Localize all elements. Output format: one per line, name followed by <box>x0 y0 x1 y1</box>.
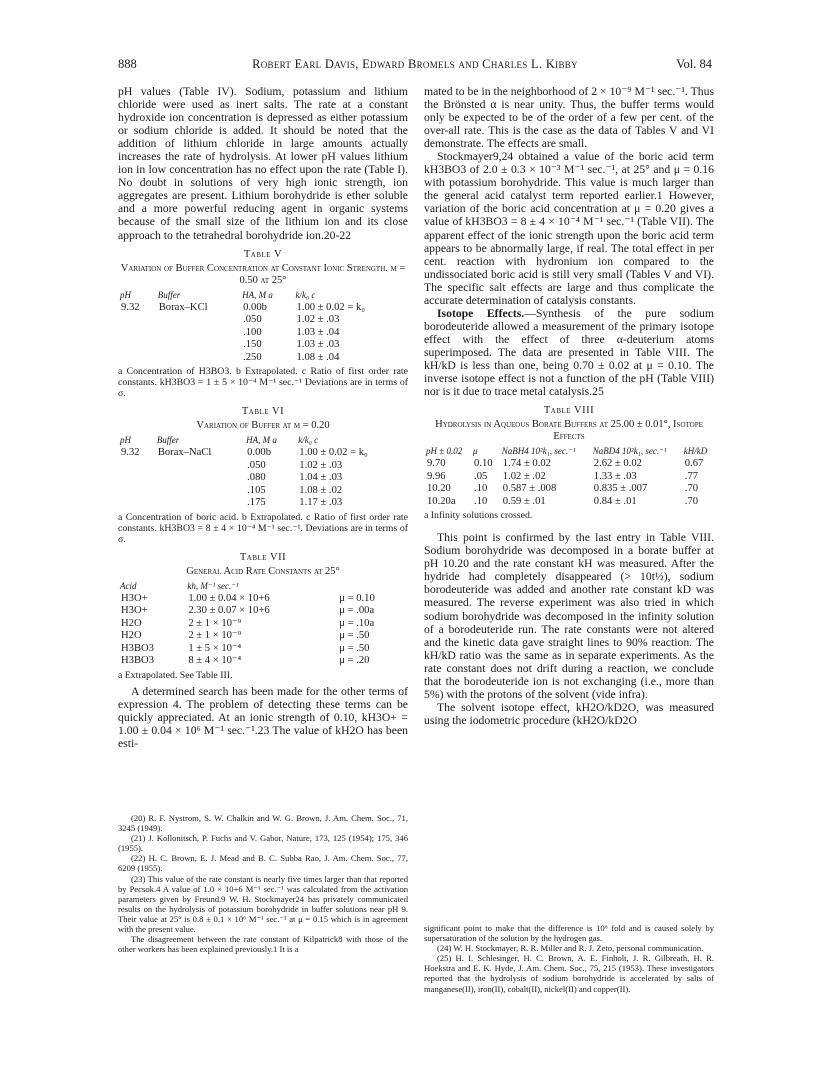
table-cell: 1.17 ± .03 <box>299 497 343 509</box>
table-cell: μ = .50 <box>339 642 370 654</box>
table-cell: 9.70 <box>427 458 446 470</box>
table-cell <box>155 497 244 510</box>
table-cell: μ = .00a <box>339 605 375 617</box>
table-cell: 10.20a <box>427 495 456 507</box>
footnote: (22) H. C. Brown, E. J. Mead and B. C. Subba Rao, J. Am. Chem. Soc., 77, 6209 (1955). <box>118 853 408 874</box>
table-cell: 2.30 ± 0.07 × 10+6 <box>188 605 270 617</box>
table-cell <box>155 472 244 485</box>
table-cell <box>118 497 155 510</box>
page-number: 888 <box>118 57 137 71</box>
table-header-row <box>118 434 408 447</box>
table-8 <box>424 445 714 508</box>
table-row <box>424 471 714 484</box>
table-cell: μ = .10a <box>339 617 375 629</box>
table-cell: 1.04 ± .03 <box>299 472 343 484</box>
table-cell: 1.02 ± .03 <box>296 314 340 326</box>
table-row <box>118 618 408 631</box>
table-cell: H2O <box>121 617 142 629</box>
column-header: Buffer <box>156 435 180 446</box>
table-row <box>118 643 408 656</box>
footnote: (24) W. H. Stockmayer, R. R. Miller and R. J. Zeto, personal communication. <box>437 943 704 954</box>
table-cell: H3O+ <box>121 605 148 617</box>
column-header: NaBD4 10²k₁, sec.⁻¹ <box>592 446 667 457</box>
table-cell: 0.84 ± .01 <box>593 495 637 507</box>
table-cell: 0.10 <box>474 458 493 470</box>
table-cell: .150 <box>243 339 262 351</box>
column-header <box>336 580 408 593</box>
volume-label: Vol. 84 <box>676 57 712 71</box>
column-header: pH <box>120 289 131 300</box>
table-cell: .250 <box>243 351 262 363</box>
table-cell: 1.00 ± 0.02 = k₀ <box>296 301 365 313</box>
table-row <box>424 458 714 471</box>
table-row <box>118 497 408 510</box>
table-footnote: a Concentration of H3BO3. b Extrapolated. c Ratio of first order rate constants. kH3BO3 = 1 ± 5 × 10⁻⁴ M⁻¹ sec.⁻¹ Deviations are in terms of σ. <box>118 366 408 400</box>
table-caption: Table VIII <box>543 405 595 417</box>
table-cell: 8 ± 4 × 10⁻⁴ <box>188 655 242 667</box>
table-cell: 1.08 ± .02 <box>299 484 343 496</box>
table-cell <box>156 314 240 327</box>
table-cell: μ = 0.10 <box>339 592 375 604</box>
table-cell: .77 <box>684 470 699 482</box>
table-cell <box>118 327 156 340</box>
table-cell: .105 <box>247 484 266 496</box>
table-cell: 1.02 ± .02 <box>502 470 546 482</box>
table-cell: .080 <box>247 472 266 484</box>
paragraph: The solvent isotope effect, kH2O/kD2O, was measured using the iodometric procedure (kH2O/kD2O <box>424 700 714 727</box>
column-header: k/k₀ c <box>298 435 319 446</box>
table-row <box>118 593 408 606</box>
table-title: Variation of Buffer at μ = 0.20 <box>196 420 330 432</box>
table-footnote: a Infinity solutions crossed. <box>424 510 533 522</box>
table-cell: 9.32 <box>121 447 140 459</box>
table-row <box>118 302 408 315</box>
table-cell: .050 <box>247 459 266 471</box>
table-cell <box>118 352 156 365</box>
table-header-row <box>424 445 714 458</box>
table-cell: 2 ± 1 × 10⁻⁹ <box>188 617 242 629</box>
table-cell: 1.00 ± 0.04 × 10+6 <box>188 592 270 604</box>
table-row <box>118 605 408 618</box>
author-line: Robert Earl Davis, Edward Bromels and Charles L. Kibby <box>252 57 578 71</box>
column-header: k/k₀ c <box>295 289 316 300</box>
table-row <box>118 460 408 473</box>
table-caption: Table VII <box>239 551 287 563</box>
table-cell <box>156 352 240 365</box>
table-cell: μ = .20 <box>339 655 370 667</box>
table-cell: Borax–KCl <box>158 301 208 313</box>
column-header: Buffer <box>157 289 181 300</box>
footnotes-right <box>424 923 714 994</box>
table-cell: Borax–NaCl <box>157 447 212 459</box>
table-cell: H3BO3 <box>121 655 154 667</box>
table-cell <box>155 485 244 498</box>
table-cell: 2 ± 1 × 10⁻⁹ <box>188 630 242 642</box>
table-row <box>118 327 408 340</box>
table-cell: 0.587 ± .008 <box>502 483 557 495</box>
table-row <box>118 339 408 352</box>
column-header: Acid <box>120 580 137 591</box>
table-cell: 1.74 ± 0.02 <box>502 458 551 470</box>
table-cell: H3O+ <box>121 592 148 604</box>
table-cell <box>118 472 155 485</box>
column-header: kH/kD <box>683 446 708 457</box>
footnote: (20) R. F. Nystrom, S. W. Chalkin and W. G. Brown, J. Am. Chem. Soc., 71, 3245 (1949). <box>118 813 408 834</box>
table-cell: 1 ± 5 × 10⁻⁴ <box>188 642 242 654</box>
table-row <box>118 447 408 460</box>
column-header: pH <box>120 435 131 446</box>
column-header: pH ± 0.02 <box>426 446 463 457</box>
paragraph: A determined search has been made for the other terms of expression 4. The problem of detecting these terms can be quickly appreciated. At an ionic strength of 0.10, kH3O+ = 1.00 ± 0.04 × 10⁶ M⁻¹ sec.⁻¹.23 The value of kH2O has been esti- <box>118 684 408 751</box>
table-cell: H3BO3 <box>121 642 154 654</box>
table-caption: Table VI <box>241 406 285 418</box>
column-header: HA, M a <box>246 435 277 446</box>
table-cell: μ = .50 <box>339 630 370 642</box>
paragraph-text: —Synthesis of the pure sodium borodeuteride allowed a measurement of the primary isotope effect with the effect of three α-deuterium atoms superimposed. The data are presented in Table VIII. The kH/kD is less than one, being 0.70 ± 0.02 at μ = 0.10. The inverse isotope effect is not a function of the pH (Table VIII) nor is it due to trace metal catalysis.25 <box>424 306 714 399</box>
table-cell <box>156 327 240 340</box>
paragraph: Stockmayer9,24 obtained a value of the boric acid term kH3BO3 of 2.0 ± 0.3 × 10⁻³ M⁻¹ sec.⁻¹, at 25° and μ = 0.16 with potassium borohydride. This value is much larger than the general acid catalyst term reported earlier.1 However, variation of the boric acid concentration at μ = 0.20 gives a value of kH3BO3 = 8 ± 4 × 10⁻⁴ M⁻¹ sec.⁻¹ (Table VII). The apparent effect of the ionic strength upon the boric acid term appears to be abnormally large, if real. The total effect in per cent. reaction with hydronium ion compared to the undissociated boric acid is still very small (Tables V and VI). The specific salt effects are large and thus complicate the accurate determination of catalysis constants. <box>424 150 714 307</box>
right-column <box>424 85 714 727</box>
table-cell: 1.02 ± .03 <box>299 459 343 471</box>
section-heading: Isotope Effects. <box>437 306 525 320</box>
column-header: HA, M a <box>242 289 273 300</box>
table-cell: 2.62 ± 0.02 <box>593 458 642 470</box>
table-row <box>118 472 408 485</box>
table-cell: 1.08 ± .04 <box>296 351 340 363</box>
paragraph <box>424 307 714 398</box>
table-cell: 0.00b <box>243 301 267 313</box>
table-cell: .10 <box>474 483 488 495</box>
table-cell: 0.59 ± .01 <box>502 495 546 507</box>
running-header <box>118 57 712 73</box>
table-header-row <box>118 580 408 593</box>
table-cell: 1.03 ± .04 <box>296 326 340 338</box>
table-cell: .70 <box>684 495 699 507</box>
table-title: General Acid Rate Constants at 25° <box>186 565 340 577</box>
column-header: μ <box>473 446 478 457</box>
table-cell: .70 <box>684 483 699 495</box>
table-cell <box>118 314 156 327</box>
table-row <box>118 314 408 327</box>
table-footnote: a Extrapolated. See Table III. <box>118 669 233 681</box>
column-header: kh, M⁻¹ sec.⁻¹ <box>187 580 239 591</box>
table-cell <box>118 460 155 473</box>
table-cell: .10 <box>474 495 488 507</box>
paragraph: This point is confirmed by the last entry in Table VIII. Sodium borohydride was decomposed in a borate buffer at pH 10.20 and the rate constant kH was measured. After the hydride had completely disappeared (> 10t½), sodium borodeuteride was added and another rate constant kD was measured. The reverse experiment was also tried in which sodium borohydride was decomposed in the infinity solution of a borodeuteride run. The rate constants were not altered and the kinetic data gave straight lines to 90% reaction. The kH/kD ratio was the same as in separate experiments. As the rate constant does not drift during a reaction, we conclude that the borodeuteride ion is not exchanging (i.e., more than 5%) with the protons of the solvent (vide infra). <box>424 531 714 701</box>
table-cell: 1.00 ± 0.02 = k₀ <box>299 447 368 459</box>
table-cell: H2O <box>121 630 142 642</box>
table-header-row <box>118 289 408 302</box>
footnote: (23) This value of the rate constant is nearly five times larger than that reported by Pecsok.4 A value of 1.0 × 10+6 M⁻¹ sec.⁻¹ was calculated from the activation parameters given by Freund.9 W. H. Stockmayer24 has privately communicated results on the hydrolysis of potassium borohydride in buffer solutions near pH 9. Their value at 25° is 0.8 ± 0.1 × 10⁶ M⁻¹ sec.⁻¹ at μ = 0.15 which is in agreement with the present value. <box>118 873 408 935</box>
table-title: Hydrolysis in Aqueous Borate Buffers at 25.00 ± 0.01°, Isotope Effects <box>435 419 703 443</box>
table-row <box>424 496 714 509</box>
table-row <box>118 352 408 365</box>
table-row <box>118 655 408 668</box>
column-header: NaBH4 10²k₁, sec.⁻¹ <box>501 446 576 457</box>
table-cell: 1.33 ± .03 <box>593 470 637 482</box>
paragraph: pH values (Table IV). Sodium, potassium and lithium chloride were used as inert salts. The rate at a constant hydroxide ion concentration is depressed as either potassium or sodium chloride is added. It should be noted that the addition of lithium chloride in large amounts actually increases the rate of hydrolysis. At lower pH values lithium ion in low concentration has no effect upon the rate (Table I). No doubt in solutions of very high ionic strength, ion aggregates are present. Lithium borohydride is ether soluble and a more powerful reducing agent in organic systems because of the small size of the lithium ion and its close approach to the tetrahedral borohydride ion.20-22 <box>118 85 408 242</box>
table-7 <box>118 580 408 668</box>
table-footnote: a Concentration of boric acid. b Extrapolated. c Ratio of first order rate constants. kH3BO3 = 8 ± 4 × 10⁻⁴ M⁻¹ sec.⁻¹. Deviations are in terms of σ. <box>118 511 408 545</box>
table-cell: 10.20 <box>427 483 451 495</box>
table-cell: .05 <box>474 470 488 482</box>
table-cell: 9.32 <box>121 301 140 313</box>
footnotes-left <box>118 813 408 954</box>
table-caption: Table V <box>243 248 283 260</box>
table-row <box>118 485 408 498</box>
table-5 <box>118 289 408 365</box>
table-cell <box>118 485 155 498</box>
table-cell: 0.00b <box>247 447 271 459</box>
table-cell: .175 <box>247 497 266 509</box>
paragraph: mated to be in the neighborhood of 2 × 10⁻⁹ M⁻¹ sec.⁻¹. Thus the Brönsted α is near unity. Thus, the buffer terms would only be expected to be of the order of a few per cent. of the over-all rate. This is the case as the data of Tables V and VI demonstrate. The effects are small. <box>424 85 714 151</box>
table-row <box>424 483 714 496</box>
table-cell: 9.96 <box>427 470 446 482</box>
table-6 <box>118 434 408 510</box>
footnote: significant point to make that the difference is 10⁶ fold and is caused solely by supersaturation of the solution by the hydrogen gas. <box>424 923 714 944</box>
table-cell: .100 <box>243 326 262 338</box>
table-cell: 0.835 ± .007 <box>593 483 648 495</box>
table-title: Variation of Buffer Concentration at Constant Ionic Strength. μ = 0.50 at 25° <box>120 262 406 286</box>
table-cell: .050 <box>243 314 262 326</box>
table-cell <box>156 339 240 352</box>
table-cell: 1.03 ± .03 <box>296 339 340 351</box>
table-cell <box>118 339 156 352</box>
table-row <box>118 630 408 643</box>
footnote: (21) J. Kollonitsch, P. Fuchs and V. Gabor, Nature, 173, 125 (1954); 175, 346 (1955). <box>118 833 408 854</box>
footnote: (25) H. I. Schlesinger, H. C. Brown, A. E. Finholt, J. R. Gilbreath, H. R. Hoekstra and E. K. Hyde, J. Am. Chem. Soc., 75, 215 (1953). These investigators reported that the hydrolysis of sodium borohydride is accelerated by salts of manganese(II), iron(II), cobalt(II), nickel(II) and copper(II). <box>424 953 714 994</box>
left-column <box>118 85 408 750</box>
table-cell: 0.67 <box>684 458 704 470</box>
footnote: The disagreement between the rate constant of Kilpatrick8 with those of the other workers has been explained previously.1 It is a <box>118 934 408 955</box>
table-cell <box>155 460 244 473</box>
